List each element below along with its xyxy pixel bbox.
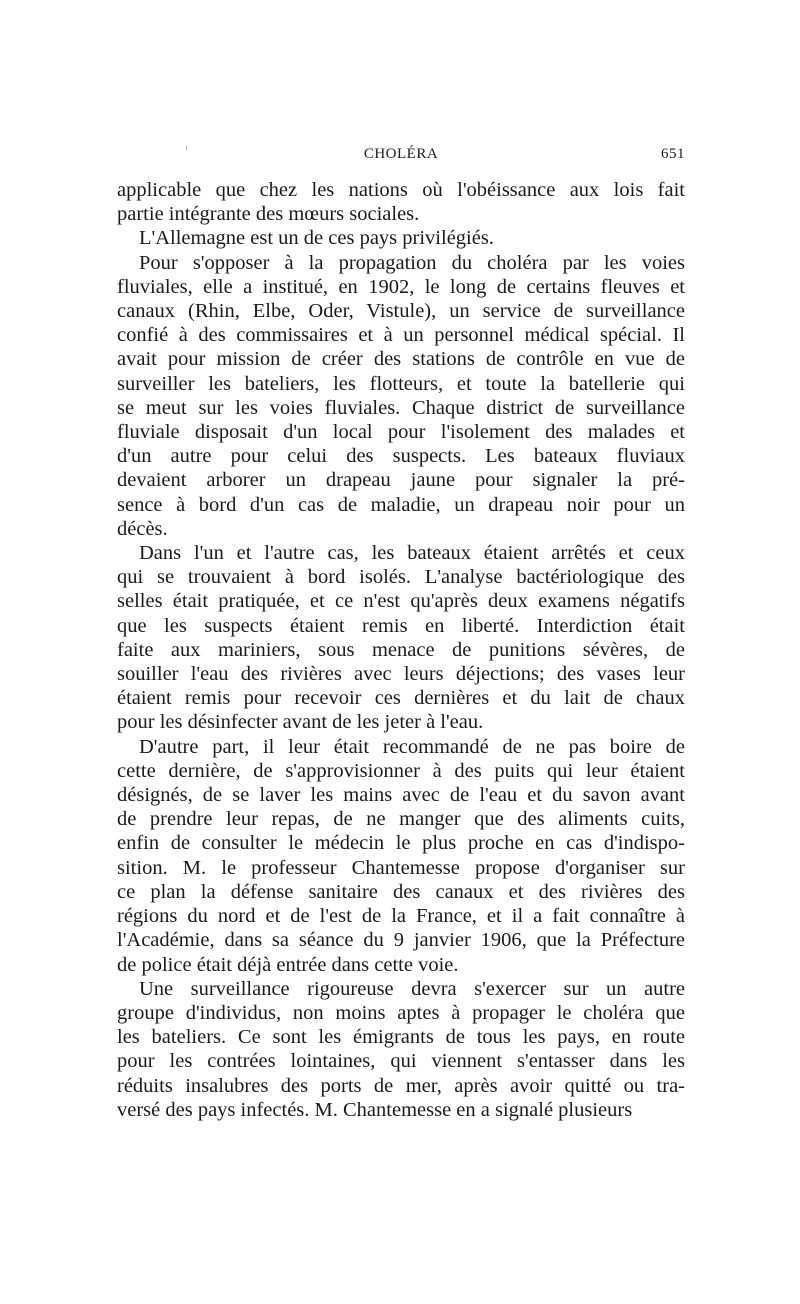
text-line: selles était pratiquée, et ce n'est qu'après deux examens négatifs [117, 590, 685, 613]
text-line: se meut sur les voies fluviales. Chaque district de surveillance [117, 396, 685, 419]
text-line: désignés, de se laver les mains avec de l'eau et du savon avant [117, 784, 685, 807]
text-line: de prendre leur repas, de ne manger que des aliments cuits, [117, 808, 685, 831]
text-line: l'Académie, dans sa séance du 9 janvier 1906, que la Préfecture [117, 929, 685, 952]
paragraph [117, 977, 685, 1122]
text-line: que les suspects étaient remis en liberté. Interdiction était [117, 614, 685, 637]
text-line: fluviales, elle a institué, en 1902, le long de certains fleuves et [117, 275, 685, 298]
text-line: partie intégrante des mœurs sociales. [117, 203, 420, 226]
paragraph [117, 541, 685, 735]
paragraph [117, 178, 685, 226]
running-title: CHOLÉRA [363, 146, 439, 162]
text-line: décès. [117, 517, 168, 540]
paragraph [117, 735, 685, 977]
text-line: groupe d'individus, non moins aptes à propager le choléra que [117, 1001, 685, 1024]
text-line: réduits insalubres des ports de mer, après avoir quitté ou tra- [117, 1074, 685, 1097]
text-line: enfin de consulter le médecin le plus proche en cas d'indispo- [117, 832, 685, 855]
text-line: pour les désinfecter avant de les jeter à l'eau. [117, 711, 484, 734]
book-page [117, 144, 685, 1122]
text-line: D'autre part, il leur était recommandé de ne pas boire de [139, 735, 685, 758]
text-line: versé des pays infectés. M. Chantemesse en a signalé plusieurs [117, 1098, 633, 1121]
paragraph [117, 226, 685, 250]
text-line: avait pour mission de créer des stations de contrôle en vue de [117, 348, 685, 371]
text-line: faite aux mariniers, sous menace de punitions sévères, de [117, 638, 685, 661]
text-line: de police était déjà entrée dans cette voie. [117, 953, 459, 976]
text-line: étaient remis pour recevoir ces dernières et du lait de chaux [117, 687, 685, 710]
text-line: confié à des commissaires et à un personnel médical spécial. Il [117, 324, 685, 347]
text-line: sence à bord d'un cas de maladie, un drapeau noir pour un [117, 493, 685, 516]
text-line: pour les contrées lointaines, qui viennent s'entasser dans les [117, 1050, 685, 1073]
text-line: souiller l'eau des rivières avec leurs déjections; des vases leur [117, 663, 685, 686]
text-line: devaient arborer un drapeau jaune pour signaler la pré- [117, 469, 685, 492]
text-line: Une surveillance rigoureuse devra s'exercer sur un autre [139, 977, 685, 1000]
body-text [117, 178, 685, 1122]
text-line: qui se trouvaient à bord isolés. L'analyse bactériologique des [117, 566, 685, 589]
text-line: cette dernière, de s'approvisionner à des puits qui leur étaient [117, 759, 685, 782]
page-number: 651 [661, 146, 685, 162]
text-line: ce plan la défense sanitaire des canaux et des rivières des [117, 880, 685, 903]
text-line: fluviale disposait d'un local pour l'isolement des malades et [117, 421, 685, 444]
text-line: les bateliers. Ce sont les émigrants de tous les pays, en route [117, 1026, 685, 1049]
text-line: Dans l'un et l'autre cas, les bateaux étaient arrêtés et ceux [139, 542, 685, 565]
text-line: canaux (Rhin, Elbe, Oder, Vistule), un service de surveillance [117, 300, 685, 323]
paragraph [117, 251, 685, 541]
text-line: L'Allemagne est un de ces pays privilégiés. [139, 227, 494, 250]
running-header [117, 144, 685, 178]
text-line: sition. M. le professeur Chantemesse propose d'organiser sur [117, 856, 685, 879]
text-line: d'un autre pour celui des suspects. Les bateaux fluviaux [117, 445, 685, 468]
text-line: Pour s'opposer à la propagation du choléra par les voies [139, 251, 685, 274]
text-line: applicable que chez les nations où l'obéissance aux lois fait [117, 179, 685, 201]
text-line: régions du nord et de l'est de la France, et il a fait connaître à [117, 905, 685, 928]
text-line: surveiller les bateliers, les flotteurs, et toute la batellerie qui [117, 372, 685, 395]
